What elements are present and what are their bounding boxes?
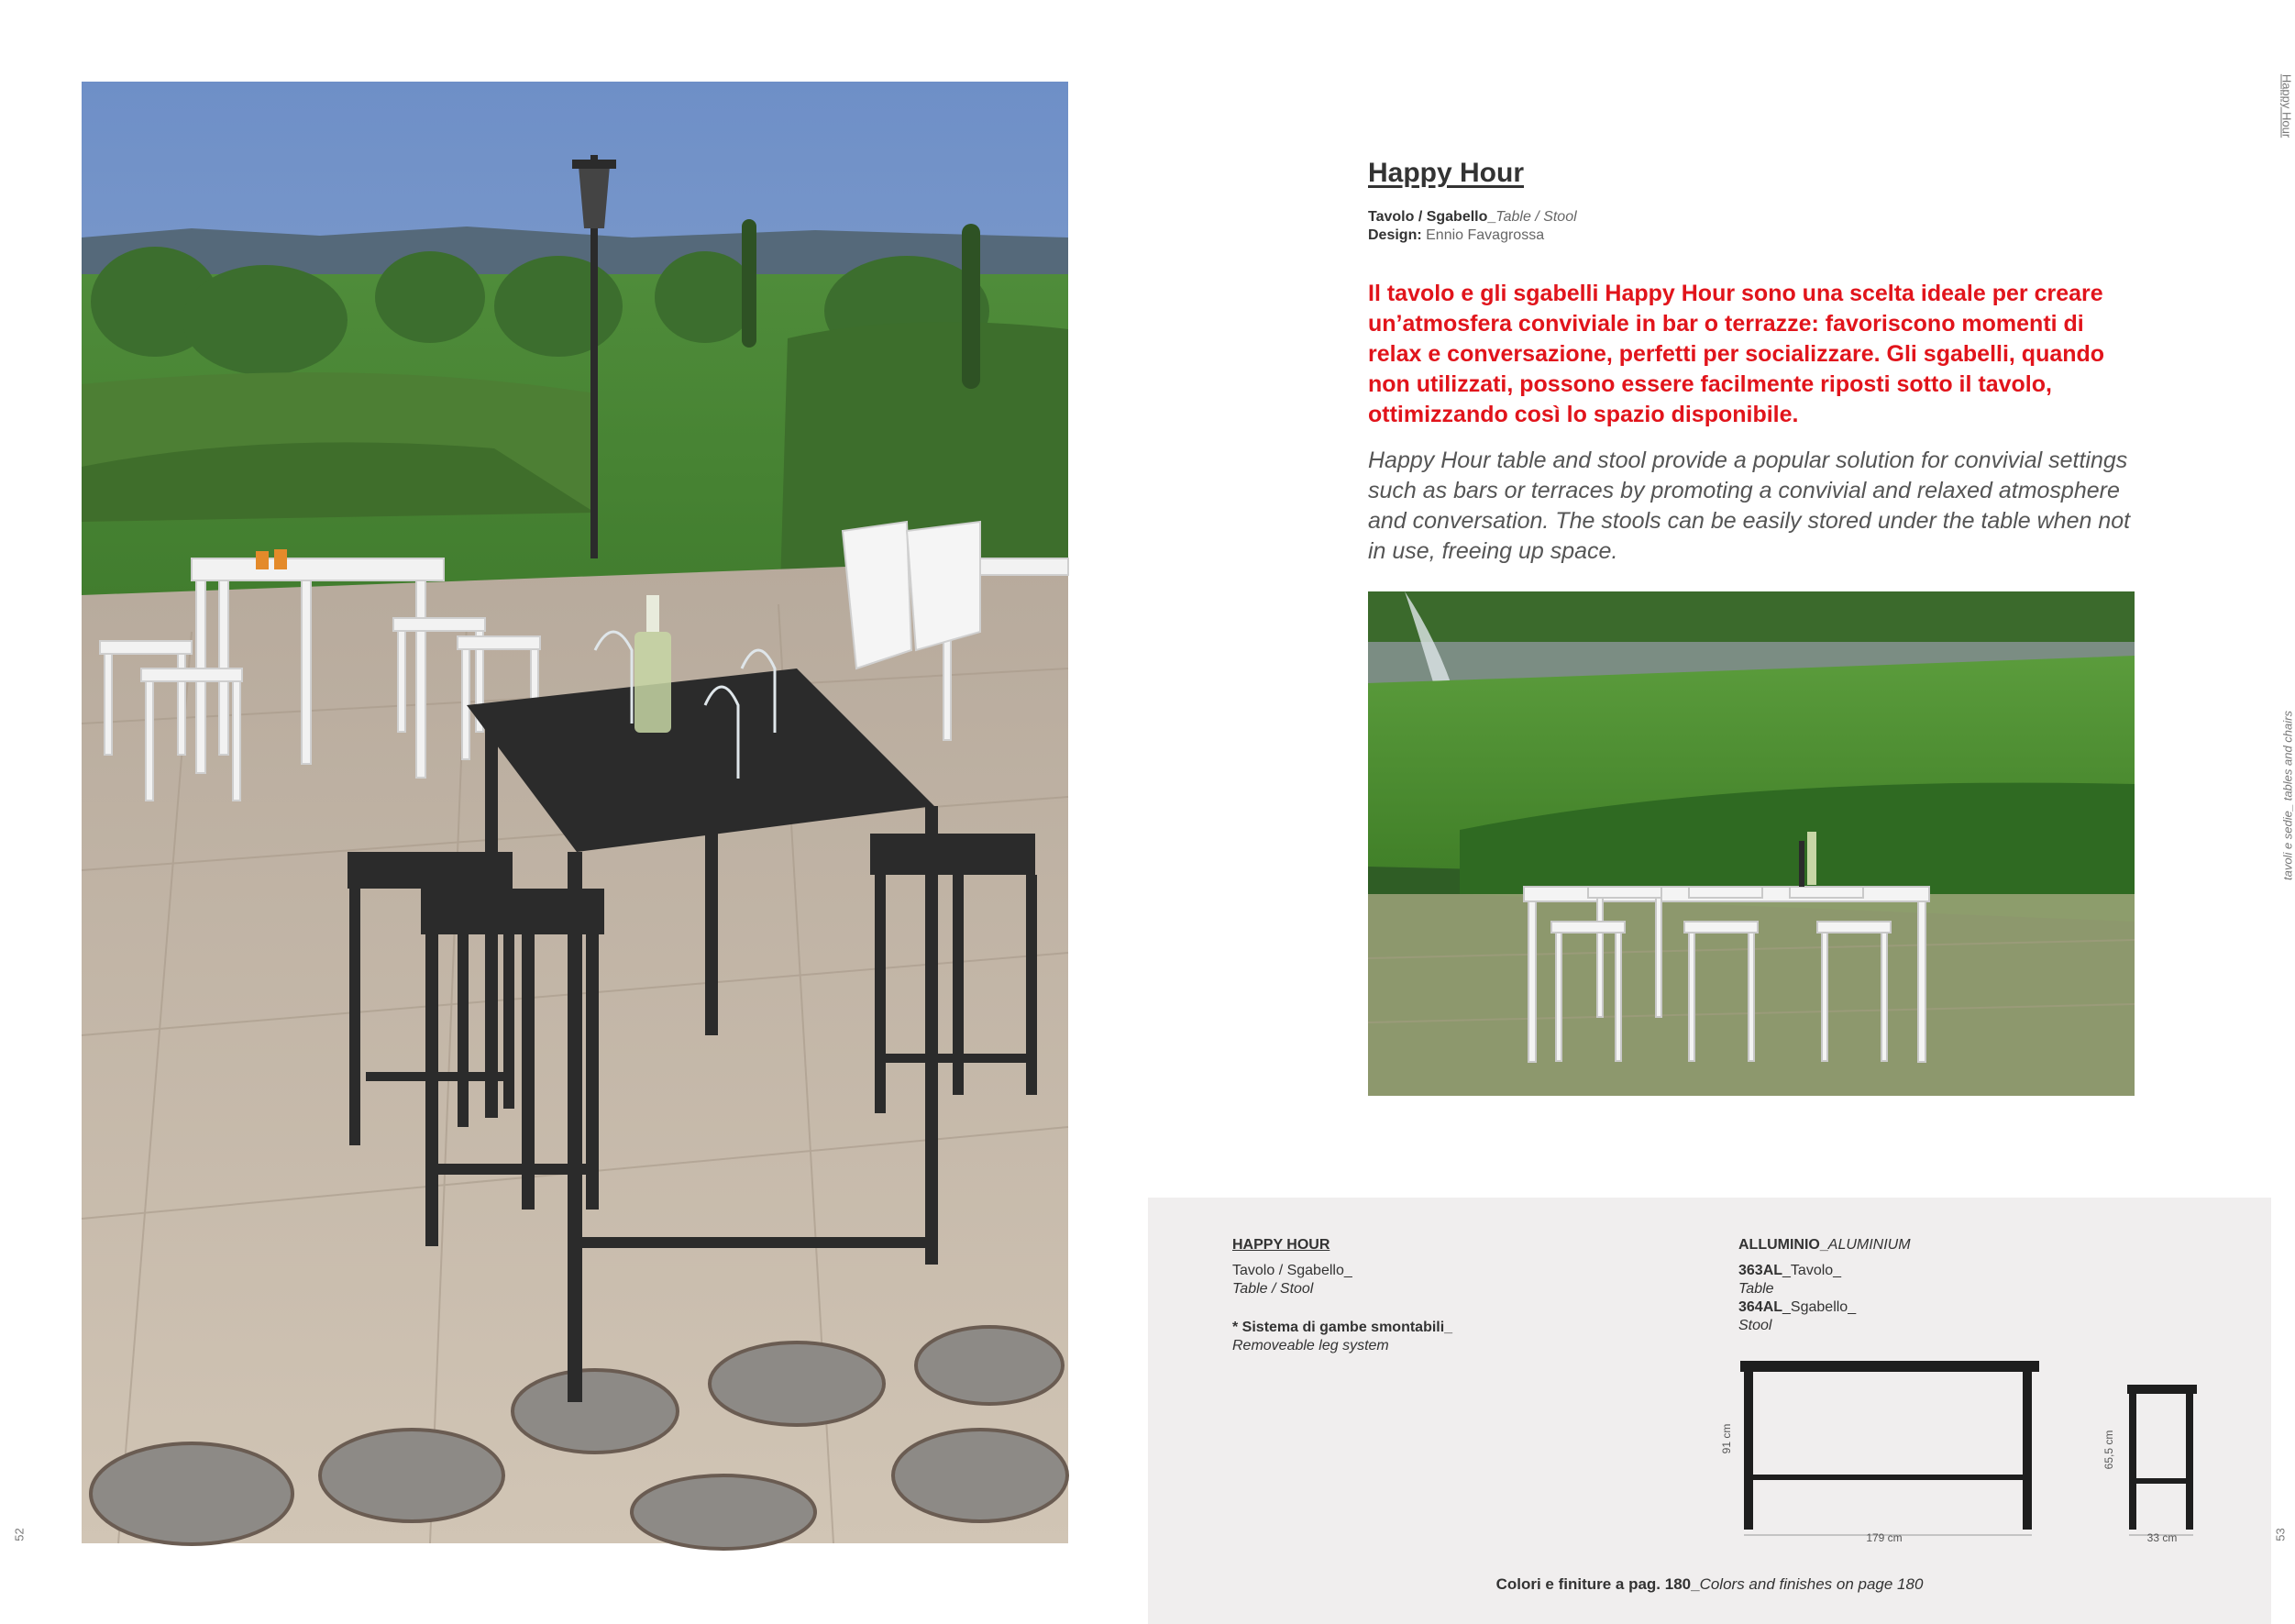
page-number-right: 53	[2273, 1528, 2288, 1541]
item-code-table: 363AL	[1738, 1263, 1783, 1278]
spec-feature-it: * Sistema di gambe smontabili_	[1232, 1320, 1453, 1335]
page-number-left: 52	[12, 1528, 27, 1541]
spec-type-en: Table / Stool	[1232, 1281, 1314, 1297]
design-label: Design:	[1368, 227, 1422, 243]
finishes-reference	[1148, 1575, 2271, 1594]
material-en: ALUMINIUM	[1827, 1237, 1911, 1253]
product-type-en: Table / Stool	[1495, 209, 1577, 225]
side-section-label: tavoli e sedie_ tables and chairs	[2280, 711, 2295, 881]
item-stool-line	[1738, 1298, 1856, 1317]
designer-line	[1368, 227, 1544, 244]
finishes-it: Colori e finiture a pag. 180_	[1495, 1575, 1700, 1593]
item-code-stool: 364AL	[1738, 1299, 1783, 1315]
lifestyle-photo-terrace	[82, 82, 1068, 1543]
table-drawing	[1733, 1355, 2045, 1539]
stool-width-label: 33 cm	[2146, 1531, 2178, 1544]
spec-feature-en: Removeable leg system	[1232, 1338, 1389, 1353]
spec-title: HAPPY HOUR	[1232, 1237, 1330, 1253]
page-title: Happy Hour	[1368, 158, 1525, 188]
item-name-table-en: Table	[1738, 1281, 1774, 1297]
spec-type-it: Tavolo / Sgabello_	[1232, 1263, 1352, 1278]
table-width-label: 179 cm	[1866, 1531, 1903, 1544]
product-type-it: Tavolo / Sgabello_	[1368, 209, 1496, 225]
product-photo-garden	[1368, 591, 2135, 1096]
item-table-line	[1738, 1262, 1841, 1280]
finishes-en: Colors and finishes on page 180	[1699, 1575, 1924, 1593]
item-name-table: _Tavolo_	[1782, 1263, 1842, 1278]
description-italian: Il tavolo e gli sgabelli Happy Hour sono una scelta ideale per creare un’atmosfera conviviale in bar o terrazze: favoriscono momenti di relax e conversazione, perfetti per socializzare. Gli sgabelli, quando non utilizzati, possono essere facilmente riposti sotto il tavolo, ottimizzando così lo spazio disponibile.	[1368, 281, 2105, 427]
material-line	[1738, 1236, 1911, 1254]
designer-name: Ennio Favagrossa	[1426, 227, 1545, 243]
stool-height-label: 65,5 cm	[2102, 1430, 2115, 1470]
side-running-title: Happy Hour	[2279, 73, 2294, 138]
table-height-label: 91 cm	[1720, 1423, 1733, 1454]
description-english: Happy Hour table and stool provide a popular solution for convivial settings such as bars or terraces by promoting a convivial and relaxed atmosphere and conversation. The stools can be easily stored under the table when not in use, freeing up space.	[1368, 447, 2131, 564]
material-it: ALLUMINIO_	[1738, 1237, 1828, 1253]
product-type-line	[1368, 209, 1577, 226]
item-name-stool: _Sgabello_	[1782, 1299, 1857, 1315]
stool-drawing	[2125, 1383, 2199, 1539]
item-name-stool-en: Stool	[1738, 1318, 1772, 1333]
